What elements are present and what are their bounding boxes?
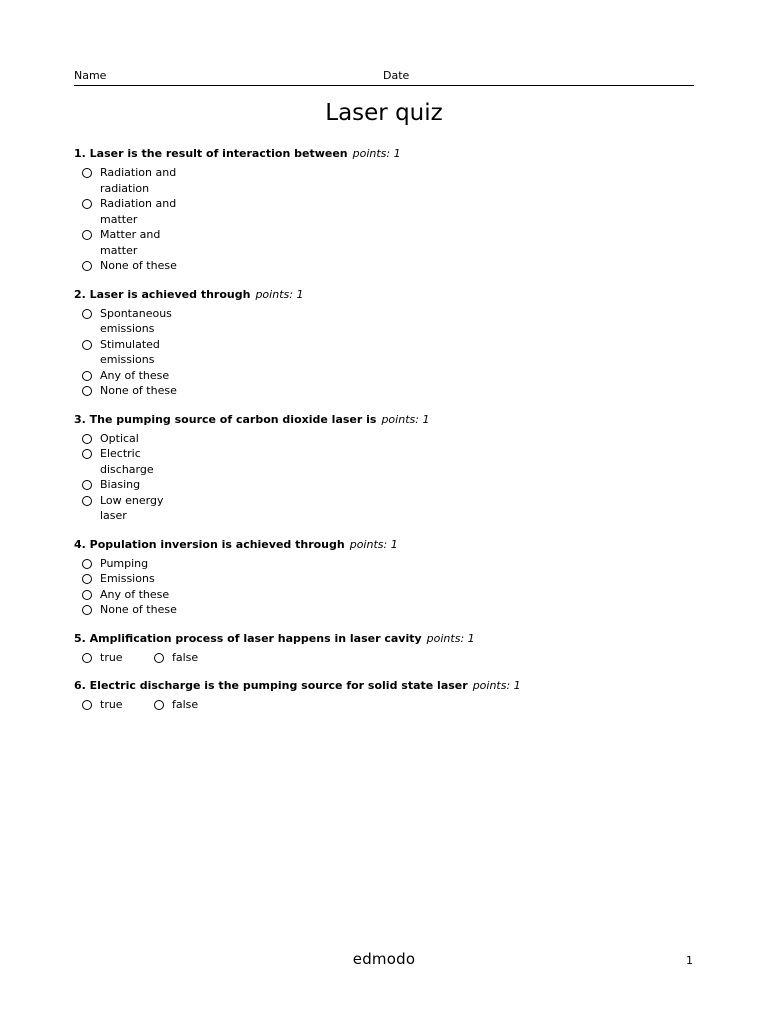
radio-button-icon[interactable] xyxy=(82,480,92,490)
option-label: Any of these xyxy=(100,368,170,382)
option-label: Spontaneous emissions xyxy=(100,306,172,335)
question-points: points: 1 xyxy=(255,287,304,301)
question-1 xyxy=(74,146,694,274)
option-label: Optical xyxy=(100,431,139,445)
option-label: None of these xyxy=(100,603,177,616)
date-label: Date xyxy=(383,69,410,82)
quiz-title: Laser quiz xyxy=(325,100,443,126)
option-label: Pumping xyxy=(100,556,149,570)
question-2 xyxy=(74,287,694,399)
radio-button-icon[interactable] xyxy=(82,386,92,396)
option-label: true xyxy=(100,698,123,711)
answer-options xyxy=(74,697,694,713)
answer-option[interactable] xyxy=(82,493,694,524)
radio-button-icon[interactable] xyxy=(82,574,92,584)
answer-option[interactable] xyxy=(82,165,694,196)
answer-option-false[interactable] xyxy=(154,697,202,713)
edmodo-logo: edmodo xyxy=(352,950,416,968)
radio-button-icon[interactable] xyxy=(82,559,92,569)
radio-button-icon[interactable] xyxy=(154,653,164,663)
question-4 xyxy=(74,537,694,618)
answer-option[interactable] xyxy=(82,337,694,368)
radio-button-icon[interactable] xyxy=(82,371,92,381)
option-label: Any of these xyxy=(100,587,170,601)
option-label: None of these xyxy=(100,259,177,272)
question-heading xyxy=(74,537,694,553)
radio-button-icon[interactable] xyxy=(82,590,92,600)
answer-option-true[interactable] xyxy=(82,650,130,666)
radio-button-icon[interactable] xyxy=(154,700,164,710)
question-text: 2. Laser is achieved through xyxy=(74,287,251,301)
answer-option[interactable] xyxy=(82,587,694,603)
answer-options xyxy=(74,306,694,399)
radio-button-icon[interactable] xyxy=(82,261,92,271)
answer-option[interactable] xyxy=(82,556,694,572)
name-label: Name xyxy=(74,69,107,82)
question-text: 4. Population inversion is achieved through xyxy=(74,537,345,551)
question-heading xyxy=(74,412,694,428)
answer-option[interactable] xyxy=(82,431,694,447)
option-label: None of these xyxy=(100,384,177,397)
answer-options xyxy=(74,650,694,666)
answer-option[interactable] xyxy=(82,602,694,618)
answer-option[interactable] xyxy=(82,477,694,493)
question-text: 1. Laser is the result of interaction between xyxy=(74,147,348,160)
answer-option-false[interactable] xyxy=(154,650,202,666)
name-date-header xyxy=(74,69,694,86)
option-label: Stimulated emissions xyxy=(100,337,160,366)
question-points: points: 1 xyxy=(426,631,475,645)
option-label: false xyxy=(172,650,199,664)
answer-option[interactable] xyxy=(82,571,694,587)
questions-list xyxy=(74,146,694,726)
answer-options xyxy=(74,165,694,274)
answer-option[interactable] xyxy=(82,383,694,399)
radio-button-icon[interactable] xyxy=(82,605,92,615)
question-heading xyxy=(74,146,694,162)
option-label: Radiation and matter xyxy=(100,197,177,226)
radio-button-icon[interactable] xyxy=(82,449,92,459)
radio-button-icon[interactable] xyxy=(82,700,92,710)
option-label: Low energy laser xyxy=(100,493,164,522)
radio-button-icon[interactable] xyxy=(82,309,92,319)
radio-button-icon[interactable] xyxy=(82,496,92,506)
question-points: points: 1 xyxy=(381,412,430,426)
radio-button-icon[interactable] xyxy=(82,653,92,663)
question-heading xyxy=(74,287,694,303)
question-text: 3. The pumping source of carbon dioxide laser is xyxy=(74,412,377,426)
answer-options xyxy=(74,556,694,618)
page-number: 1 xyxy=(686,954,693,967)
answer-option[interactable] xyxy=(82,446,694,477)
question-5 xyxy=(74,631,694,666)
question-text: 5. Amplification process of laser happens in laser cavity xyxy=(74,631,422,645)
question-points: points: 1 xyxy=(472,679,521,692)
question-3 xyxy=(74,412,694,524)
option-label: Matter and matter xyxy=(100,228,161,257)
question-heading xyxy=(74,631,694,647)
radio-button-icon[interactable] xyxy=(82,168,92,178)
option-label: true xyxy=(100,650,123,664)
option-label: Biasing xyxy=(100,478,141,491)
option-label: false xyxy=(172,698,199,711)
answer-option[interactable] xyxy=(82,227,694,258)
answer-option[interactable] xyxy=(82,258,694,274)
question-text: 6. Electric discharge is the pumping source for solid state laser xyxy=(74,679,468,692)
question-points: points: 1 xyxy=(352,147,401,160)
answer-option[interactable] xyxy=(82,368,694,384)
answer-option[interactable] xyxy=(82,306,694,337)
answer-options xyxy=(74,431,694,524)
question-heading xyxy=(74,678,694,694)
option-label: Radiation and radiation xyxy=(100,166,177,195)
option-label: Electric discharge xyxy=(100,447,154,476)
question-6 xyxy=(74,678,694,713)
radio-button-icon[interactable] xyxy=(82,434,92,444)
radio-button-icon[interactable] xyxy=(82,230,92,240)
answer-option-true[interactable] xyxy=(82,697,130,713)
radio-button-icon[interactable] xyxy=(82,199,92,209)
question-points: points: 1 xyxy=(349,537,398,551)
radio-button-icon[interactable] xyxy=(82,340,92,350)
option-label: Emissions xyxy=(100,572,155,585)
answer-option[interactable] xyxy=(82,196,694,227)
